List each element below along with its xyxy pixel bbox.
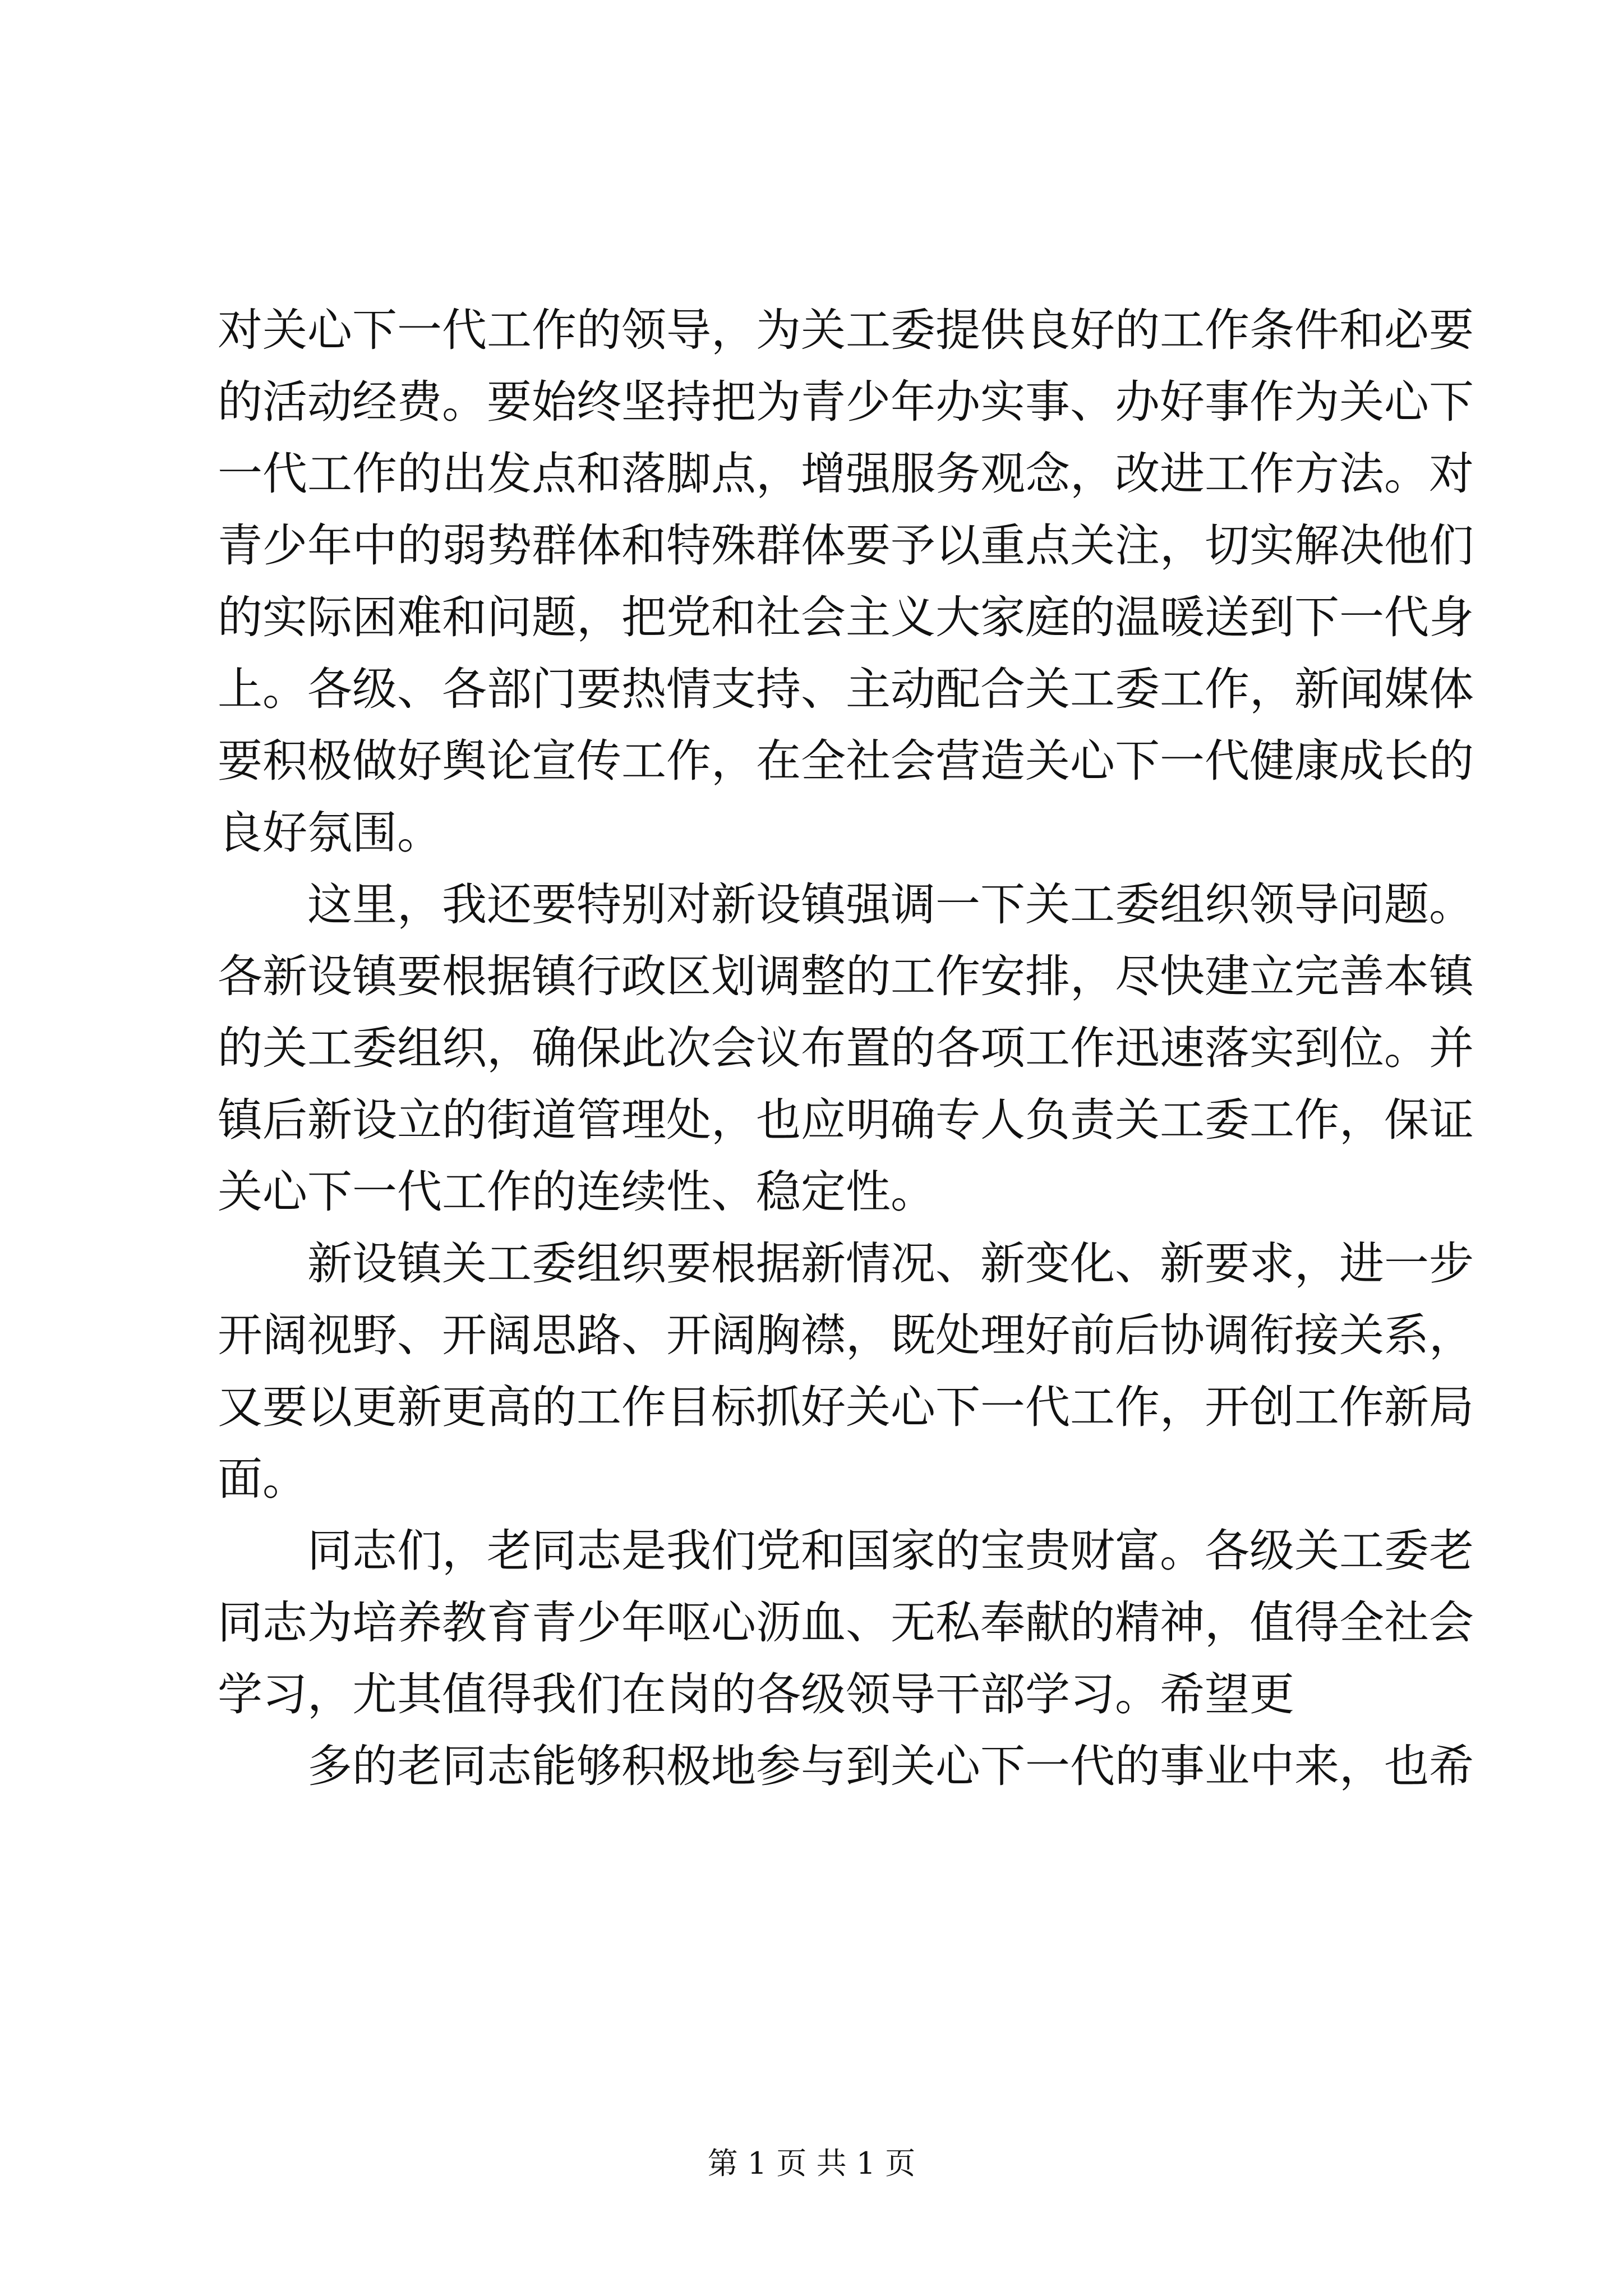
text-line: 一代工作的出发点和落脚点，增强服务观念，改进工作方法。对 <box>218 448 1474 500</box>
text-line: 各新设镇要根据镇行政区划调整的工作安排，尽快建立完善本镇 <box>218 950 1474 1002</box>
text-line: 镇后新设立的街道管理处，也应明确专人负责关工委工作，保证 <box>218 1094 1474 1146</box>
page-number-footer: 第 1 页 共 1 页 <box>707 2146 916 2181</box>
paragraph-start-line: 同志们，老同志是我们党和国家的宝贵财富。各级关工委老 <box>307 1525 1474 1577</box>
text-line: 对关心下一代工作的领导，为关工委提供良好的工作条件和必要 <box>218 304 1474 356</box>
document-body <box>218 295 1474 1802</box>
paragraph-start-line: 多的老同志能够积极地参与到关心下一代的事业中来，也希 <box>307 1740 1474 1792</box>
text-line: 又要以更新更高的工作目标抓好关心下一代工作，开创工作新局 <box>218 1381 1474 1433</box>
text-line: 开阔视野、开阔思路、开阔胸襟，既处理好前后协调衔接关系， <box>218 1309 1474 1361</box>
text-line: 的实际困难和问题，把党和社会主义大家庭的温暖送到下一代身 <box>218 591 1474 643</box>
text-line: 要积极做好舆论宣传工作，在全社会营造关心下一代健康成长的 <box>218 735 1474 787</box>
text-line: 的活动经费。要始终坚持把为青少年办实事、办好事作为关心下 <box>218 376 1474 428</box>
paragraph-start-line: 这里，我还要特别对新设镇强调一下关工委组织领导问题。 <box>307 878 1474 931</box>
text-line: 关心下一代工作的连续性、稳定性。 <box>218 1166 935 1218</box>
text-line: 上。各级、各部门要热情支持、主动配合关工委工作，新闻媒体 <box>218 663 1474 715</box>
paragraph-start-line: 新设镇关工委组织要根据新情况、新变化、新要求，进一步 <box>307 1237 1474 1290</box>
text-line: 的关工委组织，确保此次会议布置的各项工作迅速落实到位。并 <box>218 1022 1474 1074</box>
text-line: 良好氛围。 <box>218 807 442 859</box>
text-line: 面。 <box>218 1453 307 1505</box>
text-line: 学习，尤其值得我们在岗的各级领导干部学习。希望更 <box>218 1668 1294 1720</box>
text-line: 青少年中的弱势群体和特殊群体要予以重点关注，切实解决他们 <box>218 519 1474 572</box>
text-line: 同志为培养教育青少年呕心沥血、无私奉献的精神，值得全社会 <box>218 1596 1474 1649</box>
